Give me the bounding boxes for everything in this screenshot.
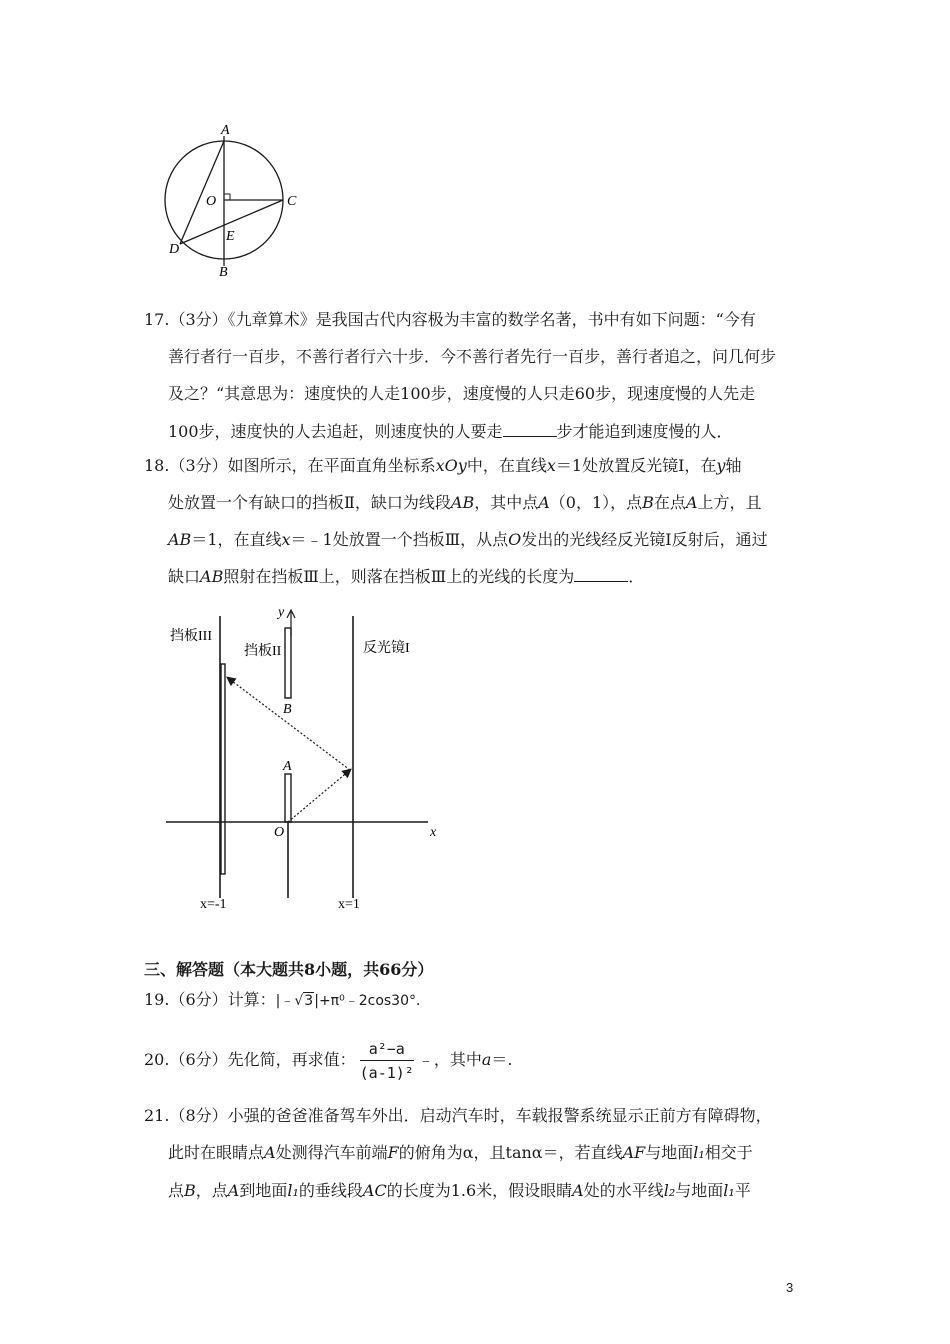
q21-l3-var3: l₁ [287,1181,299,1200]
q21-l2-var4: l₁ [693,1143,705,1162]
q20-fraction [360,1040,414,1082]
q18-l4-p2: 照射在挡板Ⅲ上，则落在挡板Ⅲ上的光线的长度为 [223,567,575,586]
q21-l3-p7: 与地面 [675,1181,724,1200]
q18-score: （3分） [169,456,228,475]
q20-after-frac: ﹣，其中 [417,1050,482,1069]
q17-line1 [144,310,756,330]
q18-l2-p3: （0，1），点 [549,493,643,512]
label-board3: 挡板III [170,629,212,644]
label-o: O [206,194,217,209]
q18-l2-var1: AB [450,493,475,512]
label-x: x [430,825,437,840]
q18-l2-p2: ，其中点 [474,493,539,512]
label-x-pos1: x=1 [338,897,360,912]
q17-line4 [168,422,733,442]
q20-end: ＝. [491,1050,513,1069]
q17-text-1: 《九章算术》是我国古代内容极为丰富的数学名著，书中有如下问题：“今有 [227,310,756,329]
label-board2: 挡板II [244,644,282,659]
q18-line1 [144,456,741,476]
ray-o-to-mirror [288,770,350,822]
q21-l2-p5: 相交于 [704,1143,753,1162]
q18-l4-p1: 缺口 [168,567,201,586]
q21-l3-var5: A [572,1181,584,1200]
q21-l3-p3: 到地面 [239,1181,288,1200]
q19-expr-rest: +π⁰﹣2cos30°． [318,993,430,1009]
q21-l3-p6: 处的水平线 [583,1181,664,1200]
q19-number: 19. [144,990,170,1009]
section3-title: 三、解答题（本大题共8小题，共66分） [144,960,434,979]
q21-l2-var2: F [387,1143,399,1162]
q18-l3-var2: x [281,530,291,549]
board2-upper [285,628,291,698]
q21-l3-var1: B [184,1181,196,1200]
q18-l2-var2: A [538,493,550,512]
q18-l1-var1: xOy [435,456,467,475]
q19-abs-open: |﹣ [275,993,295,1009]
q18-l3-var1: AB [168,530,192,549]
q21-l3-p2: ，点 [195,1181,228,1200]
q21-line2 [168,1143,753,1163]
q18-line4 [168,567,644,587]
q17-number: 17. [144,310,170,329]
q21-l2-p4: 与地面 [645,1143,694,1162]
q17-text-4b: 步才能追到速度慢的人． [556,422,733,441]
q21-l2-p1: 此时在眼睛点 [168,1143,265,1162]
q17-line2: 善行者行一百步，不善行者行六十步．今不善行者先行一百步，善行者追之，问几何步 [168,347,777,366]
q19-abs-close: | [314,993,319,1009]
q17-line3: 及之？“其意思为：速度快的人走100步，速度慢的人只走60步，现速度慢的人先走 [168,384,756,403]
q21-score: （8分） [169,1106,228,1125]
q18-l3-p2: ＝﹣1处放置一个挡板Ⅲ，从点 [290,530,509,549]
label-b: B [219,265,228,280]
q21-l3-p5: 的长度为1.6米，假设眼睛 [386,1181,573,1200]
q21-line1 [144,1106,772,1126]
q18-l1-p3: ＝1处放置反光镜Ⅰ，在 [555,456,717,475]
q18-l4-var1: AB [200,567,224,586]
q21-l2-p3: 的俯角为α，且tanα＝，若直线 [398,1143,623,1162]
q18-l1-var3: y [716,456,726,475]
q18-answer-blank [574,567,628,582]
label-mirror1: 反光镜I [363,641,410,656]
q18-l1-p4: 轴 [725,456,742,475]
label-y: y [278,605,285,620]
q18-number: 18. [144,456,170,475]
q18-l1-p1: 如图所示，在平面直角坐标系 [227,456,436,475]
q18-line3 [168,530,768,550]
q19-line: 19.（6分）计算：|﹣√3|+π⁰﹣2cos30°． [144,990,430,1009]
q21-text-1: 小强的爸爸准备驾车外出．启动汽车时，车载报警系统显示正前方有障碍物， [227,1106,772,1125]
label-a: A [221,123,230,138]
q20-text: 先化简，再求值： [227,1050,356,1069]
q17-text-4a: 100步，速度快的人去追赶，则速度快的人要走 [168,422,503,441]
q21-number: 21. [144,1106,170,1125]
q21-l3-var2: A [227,1181,240,1200]
q21-l2-var3: AF [622,1143,646,1162]
board2-lower [285,774,291,822]
q18-l2-p1: 处放置一个有缺口的挡板Ⅱ，缺口为线段 [168,493,451,512]
q20-line [144,1036,513,1084]
q21-l3-p1: 点 [168,1181,185,1200]
q18-line2 [168,493,762,513]
q19-text: 计算： [227,990,276,1009]
q17-score: （3分） [169,310,228,329]
label-b-point: B [283,702,292,717]
reflection-figure [160,600,460,915]
label-x-neg1: x=-1 [200,897,227,912]
circle-figure [160,118,310,283]
q18-l2-p5: 上方，且 [697,493,762,512]
q21-l2-var1: A [264,1143,276,1162]
label-e: E [226,229,235,244]
q20-frac-den: (a-1)² [359,1063,414,1082]
q20-number: 20. [144,1050,170,1069]
q20-var: a [481,1050,492,1069]
q21-l3-p8: 平 [734,1181,751,1200]
label-a-point: A [283,759,292,774]
page-number: 3 [786,1280,794,1295]
q21-l3-var4: AC [362,1181,387,1200]
q21-l3-p4: 的垂线段 [298,1181,363,1200]
q21-line3 [168,1181,751,1201]
q20-score: （6分） [169,1050,228,1069]
q18-l1-var2: x [546,456,556,475]
ray-mirror-to-board3 [228,678,350,770]
q18-l3-var3: O [508,530,522,549]
q18-l3-p1: ＝1，在直线 [191,530,282,549]
q17-answer-blank [503,422,557,437]
label-d: D [169,242,180,257]
q18-l3-p3: 发出的光线经反光镜Ⅰ反射后，通过 [521,530,768,549]
q18-l2-var4: A [685,493,698,512]
q20-frac-num: a²−a [360,1040,414,1061]
label-c: C [287,194,297,209]
q18-l1-p2: 中，在直线 [466,456,547,475]
q18-l2-p4: 在点 [653,493,686,512]
q18-l4-p3: ． [628,567,645,586]
q21-l2-p2: 处测得汽车前端 [275,1143,388,1162]
q21-l3-var6: l₂ [663,1181,676,1200]
q19-sqrt-value: 3 [304,993,314,1009]
label-o-point: O [274,825,285,840]
q18-l2-var3: B [642,493,654,512]
board3-highlight [221,664,225,874]
right-angle-mark [224,194,230,200]
q21-l3-var7: l₁ [723,1181,735,1200]
q19-score: （6分） [169,990,228,1009]
